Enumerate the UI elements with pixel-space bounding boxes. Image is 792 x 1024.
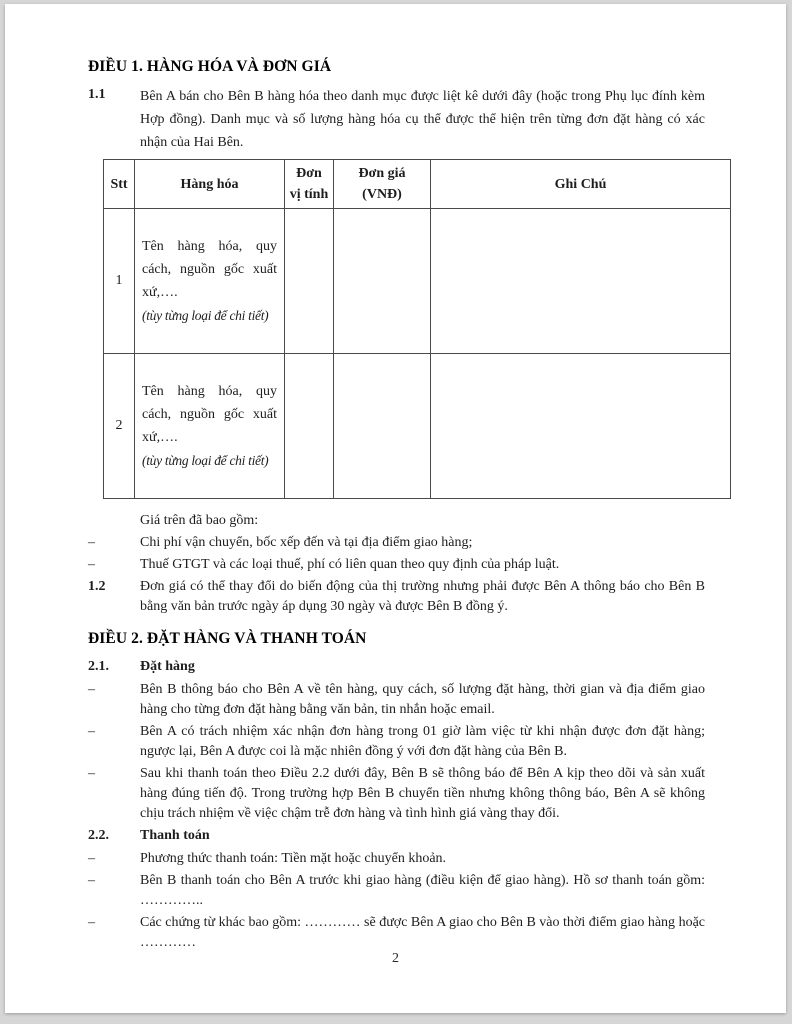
row-1-description (135, 209, 285, 354)
row-2-desc-text: Tên hàng hóa, quy cách, nguồn gốc xuất xứ,…. (142, 384, 277, 445)
table-row (104, 209, 731, 354)
bullet-dash: – (88, 873, 95, 888)
section-2-2-number: 2.2. (88, 828, 109, 843)
row-1-price (334, 209, 431, 354)
clause-1-2-number: 1.2 (88, 579, 106, 594)
bullet-dash: – (88, 915, 95, 930)
article-2-heading: ĐIỀU 2. ĐẶT HÀNG VÀ THANH TOÁN (88, 630, 367, 647)
row-1-unit (285, 209, 334, 354)
clause-1-2 (88, 577, 705, 617)
ordering-item-2: Bên A có trách nhiệm xác nhận đơn hàng trong 01 giờ làm việc từ khi nhận được đơn đặt hàng; ngược lại, Bên A được coi là mặc nhiên đồng ý với đơn đặt hàng của Bên B. (140, 724, 705, 759)
clause-1-1-number: 1.1 (88, 87, 106, 102)
row-1-stt: 1 (104, 209, 135, 354)
price-includes-intro: Giá trên đã bao gồm: (140, 513, 259, 528)
row-2-unit (285, 354, 334, 499)
table-header-row (104, 160, 731, 209)
table-header-price: Đơn giá (VNĐ) (334, 160, 431, 209)
section-2-2-heading (88, 826, 705, 846)
section-2-1-heading (88, 657, 705, 677)
table-header-stt: Stt (104, 160, 135, 209)
table-row (104, 354, 731, 499)
ordering-item-3: Sau khi thanh toán theo Điều 2.2 dưới đây, Bên B sẽ thông báo để Bên A kịp theo dõi và sản xuất hàng đúng tiến độ. Trong trường hợp Bên B chuyển tiền nhưng không thông báo, Bên A sẽ không chịu trách nhiệm về việc chậm trễ đơn hàng và tình hình giá vàng thay đổi. (140, 766, 705, 821)
row-1-desc-detail: (tùy từng loại để chi tiết) (142, 308, 269, 323)
goods-price-table (103, 159, 731, 499)
clause-1-2-text: Đơn giá có thể thay đổi do biến động của thị trường nhưng phải được Bên A thông báo cho Bên B bằng văn bản trước ngày áp dụng 30 ngày và được Bên B đồng ý. (140, 579, 705, 614)
list-item (88, 764, 705, 824)
bullet-dash: – (88, 682, 95, 697)
price-includes-item-2: Thuế GTGT và các loại thuế, phí có liên quan theo quy định của pháp luật. (140, 557, 560, 572)
clause-1-1-text: Bên A bán cho Bên B hàng hóa theo danh mục được liệt kê dưới đây (hoặc trong Phụ lục đính kèm Hợp đồng). Danh mục và số lượng hàng hóa cụ thể được thể hiện trên từng đơn đặt hàng có xác nhận của Hai Bên. (140, 89, 705, 150)
section-2-1-number: 2.1. (88, 659, 109, 674)
table-header-unit: Đơn vị tính (285, 160, 334, 209)
row-1-note (431, 209, 731, 354)
payment-item-1: Phương thức thanh toán: Tiền mặt hoặc chuyển khoản. (140, 851, 447, 866)
row-2-price (334, 354, 431, 499)
list-item (88, 533, 705, 553)
bullet-dash: – (88, 724, 95, 739)
section-2-1-title: Đặt hàng (140, 659, 195, 674)
clause-1-1 (88, 85, 705, 154)
row-2-note (431, 354, 731, 499)
bullet-dash: – (88, 535, 95, 550)
list-item (88, 871, 705, 911)
list-item (88, 680, 705, 720)
row-1-desc-text: Tên hàng hóa, quy cách, nguồn gốc xuất xứ,…. (142, 239, 277, 300)
bullet-dash: – (88, 766, 95, 781)
section-2-2-title: Thanh toán (140, 828, 210, 843)
list-item (88, 849, 705, 869)
document-page (5, 4, 786, 1013)
price-includes-item-1: Chi phí vận chuyển, bốc xếp đến và tại địa điểm giao hàng; (140, 535, 473, 550)
row-2-desc-detail: (tùy từng loại để chi tiết) (142, 453, 269, 468)
payment-item-2: Bên B thanh toán cho Bên A trước khi giao hàng (điều kiện để giao hàng). Hồ sơ thanh toán gồm: ………….. (140, 873, 705, 908)
bullet-dash: – (88, 851, 95, 866)
payment-item-3: Các chứng từ khác bao gồm: ………… sẽ được Bên A giao cho Bên B vào thời điểm giao hàng hoặc ………… (140, 915, 705, 950)
list-item (88, 722, 705, 762)
list-item (88, 555, 705, 575)
row-2-description (135, 354, 285, 499)
list-item (88, 913, 705, 953)
row-2-stt: 2 (104, 354, 135, 499)
page-number: 2 (392, 951, 399, 966)
page-content (88, 56, 705, 955)
article-1-heading: ĐIỀU 1. HÀNG HÓA VÀ ĐƠN GIÁ (88, 58, 332, 75)
ordering-item-1: Bên B thông báo cho Bên A về tên hàng, quy cách, số lượng đặt hàng, thời gian và địa điểm giao hàng cho từng đơn đặt hàng bằng văn bản, tin nhắn hoặc email. (140, 682, 705, 717)
table-header-item: Hàng hóa (135, 160, 285, 209)
table-header-note: Ghi Chú (431, 160, 731, 209)
bullet-dash: – (88, 557, 95, 572)
